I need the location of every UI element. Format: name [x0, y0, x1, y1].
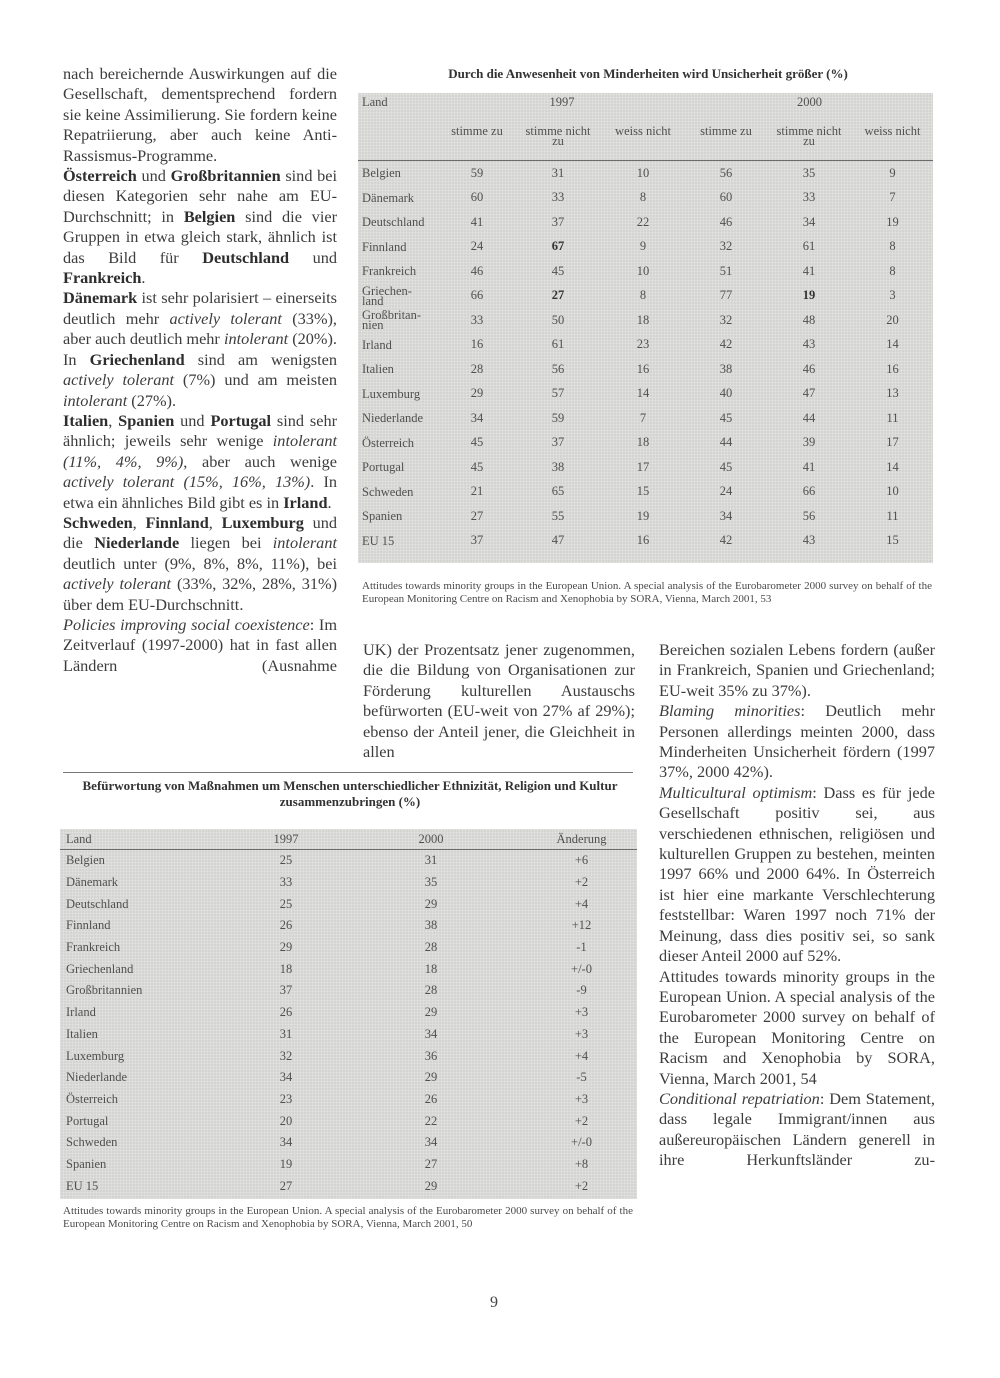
value-cell: 20 — [886, 312, 899, 327]
paragraph: Schweden, Finnland, Luxemburg und die Niederlande liegen bei intolerant deutlich unter (9%, 8%, 8%, 11%), bei actively tolerant (33%, 32%, 28%, 31%) über dem EU-Durchschnitt. — [63, 512, 338, 614]
paragraph: Italien, Spanien und Portugal sind sehr ähnlich; jeweils sehr wenige intolerant (11%, 4%, 9%), aber auch wenige actively tolerant (15%, 16%, 13%). In etwa ein ähnliches Bild gibt es in Irland. — [63, 410, 338, 512]
change-cell: +3 — [574, 1005, 589, 1020]
value-cell: 47 — [802, 386, 816, 401]
subheader: stimme nicht zu — [516, 117, 600, 161]
value-cell: 24 — [719, 484, 733, 499]
country-name: Spanien — [118, 410, 175, 430]
value-1997-cell: 18 — [279, 961, 293, 976]
value-1997-cell: 27 — [279, 1178, 293, 1193]
country-cell: Finnland — [66, 918, 111, 933]
paragraph: nach bereichernde Auswirkungen auf die Gesellschaft, dementsprechend fordern sie keine Assimilierung. Sie fordern keine Repatriierung, aber auch keine Anti-Rassismus-Programme. — [63, 64, 337, 165]
value-2000-cell: 28 — [424, 983, 438, 998]
table-row — [358, 235, 933, 260]
country-cell: Dänemark — [362, 190, 415, 205]
table2-support-measures-by-country — [60, 829, 637, 1199]
table1-subheader-row — [358, 117, 933, 161]
value-cell: 14 — [636, 386, 650, 401]
value-2000-cell: 34 — [424, 1135, 438, 1150]
value-cell: 13 — [886, 386, 899, 401]
country-cell: EU 15 — [66, 1178, 99, 1193]
change-cell: +4 — [574, 896, 589, 911]
value-2000-cell: 38 — [424, 918, 438, 933]
value-cell: 33 — [470, 312, 484, 327]
subheader: weiss nicht — [852, 117, 933, 161]
value-cell: 16 — [636, 361, 650, 376]
value-cell: 34 — [470, 410, 484, 425]
country-cell: Griechen- land — [362, 283, 412, 308]
table1-source-caption: Attitudes towards minority groups in the European Union. A special analysis of the Eurobarometer 2000 survey on behalf of the European Monitoring Centre on Racism and Xenophobia by SORA, Vienna, March 2001, 53 — [362, 580, 932, 605]
country-cell: EU 15 — [362, 533, 395, 548]
value-cell: 11 — [886, 508, 899, 523]
table1-header-row — [358, 93, 933, 117]
value-cell: 7 — [639, 410, 647, 425]
value-cell: 32 — [719, 312, 733, 327]
table-row — [358, 431, 933, 456]
table-row — [60, 1175, 637, 1197]
country-cell: Österreich — [66, 1091, 119, 1106]
change-cell: +2 — [574, 1113, 589, 1128]
country-name: Dänemark — [63, 288, 138, 308]
value-cell: 45 — [470, 435, 484, 450]
country-cell: Frankreich — [362, 264, 417, 279]
country-cell: Italien — [362, 362, 394, 377]
country-name: Schweden — [63, 512, 133, 532]
country-name: Finnland — [145, 512, 209, 532]
value-cell: 46 — [470, 263, 484, 278]
value-cell: 28 — [470, 361, 484, 376]
table-row — [60, 872, 637, 894]
table-row — [358, 529, 933, 554]
change-cell: +3 — [574, 1026, 589, 1041]
subheader: stimme nicht zu — [766, 117, 852, 161]
table-row — [60, 1110, 637, 1132]
value-1997-cell: 23 — [279, 1091, 293, 1106]
value-2000-cell: 29 — [424, 1005, 438, 1020]
value-cell: 51 — [719, 263, 733, 278]
table2-header-row — [60, 829, 637, 850]
value-cell: 7 — [889, 190, 896, 205]
value-2000-cell: 18 — [424, 961, 438, 976]
value-1997-cell: 19 — [279, 1156, 293, 1171]
value-1997-cell: 34 — [279, 1070, 293, 1085]
value-cell: 9 — [889, 165, 896, 180]
value-cell: 66 — [470, 288, 484, 303]
value-cell: 16 — [886, 361, 899, 376]
subheader: stimme zu — [686, 117, 766, 161]
value-1997-cell: 34 — [279, 1135, 293, 1150]
value-cell: 40 — [719, 386, 733, 401]
change-cell: +8 — [574, 1156, 589, 1171]
table-row — [60, 1002, 637, 1024]
value-cell: 55 — [551, 508, 565, 523]
table-row — [60, 1045, 637, 1067]
value-cell: 10 — [886, 484, 899, 499]
value-1997-cell: 26 — [279, 918, 293, 933]
value-cell: 44 — [719, 435, 733, 450]
value-1997-cell: 26 — [279, 1005, 293, 1020]
table-row — [358, 333, 933, 358]
value-cell: 14 — [886, 337, 899, 352]
value-1997-cell: 37 — [279, 983, 293, 998]
value-cell: 38 — [719, 361, 733, 376]
value-cell: 15 — [636, 484, 650, 499]
country-cell: Italien — [66, 1026, 98, 1041]
value-cell: 11 — [886, 410, 899, 425]
change-cell: +6 — [574, 853, 589, 868]
page-number: 9 — [490, 1294, 498, 1311]
country-name: Irland — [283, 492, 328, 512]
country-cell: Schweden — [66, 1135, 118, 1150]
country-cell: Luxemburg — [66, 1048, 125, 1063]
header-land: Land — [362, 95, 388, 109]
country-name: Luxemburg — [221, 512, 304, 532]
value-cell: 17 — [636, 459, 650, 474]
paragraph: Bereichen sozialen Lebens fordern (außer in Frankreich, Spanien und Griechenland; EU-weit 35% zu 37%). — [659, 640, 935, 700]
value-cell: 37 — [470, 533, 484, 548]
paragraph: Conditional repatriation: Dem Statement, dass legale Immigrant/innen aus außereuropäischen Ländern generell in ihre Herkunftsländer zu- — [659, 1088, 935, 1170]
paragraph: Österreich und Großbritannien sind bei diesen Kategorien sehr nahe am EU-Durchschnitt; in Belgien sind die vier Gruppen in etwa gleich stark, ähnlich ist das Bild für Deutschland und Frankreich. — [63, 166, 337, 288]
value-cell: 48 — [802, 312, 816, 327]
value-cell: 46 — [719, 214, 733, 229]
value-cell: 17 — [886, 435, 899, 450]
value-cell: 35 — [802, 165, 816, 180]
table-row — [60, 1067, 637, 1089]
country-cell: Belgien — [66, 853, 105, 868]
value-2000-cell: 27 — [424, 1156, 438, 1171]
value-cell: 57 — [551, 386, 565, 401]
country-cell: Großbritan- nien — [362, 308, 422, 333]
value-cell: 34 — [802, 214, 816, 229]
value-2000-cell: 34 — [424, 1026, 438, 1041]
value-cell: 77 — [719, 288, 733, 303]
paragraph: Multicultural optimism: Dass es für jede Gesellschaft positiv sei, aus verschiedenen ethnischen, religiösen und kulturellen Gruppen zu bestehen, meinten 1997 66% und 2000 64%. In Österreich ist hier eine markante Verschlechterung feststellbar: Waren 1997 noch 71% der Meinung, dass dies positiv sei, so sank dieser Anteil 2000 auf 52%. — [659, 782, 936, 966]
value-cell: 45 — [551, 263, 565, 278]
value-1997-cell: 31 — [279, 1026, 293, 1041]
country-name: Frankreich — [63, 268, 142, 288]
value-cell: 19 — [886, 214, 899, 229]
table-row — [60, 915, 637, 937]
change-cell: +2 — [574, 875, 589, 890]
value-2000-cell: 35 — [424, 875, 438, 890]
value-cell: 43 — [802, 533, 816, 548]
value-cell: 41 — [470, 214, 484, 229]
middle-text-column — [363, 640, 635, 762]
country-cell: Schweden — [362, 484, 414, 499]
table-row — [60, 1154, 637, 1176]
country-cell: Belgien — [362, 166, 401, 181]
value-cell: 31 — [551, 165, 565, 180]
value-cell: 45 — [719, 459, 733, 474]
value-cell: 37 — [551, 435, 565, 450]
value-cell: 10 — [636, 263, 650, 278]
change-cell: -5 — [576, 1070, 587, 1085]
value-cell: 43 — [802, 337, 816, 352]
value-cell: 33 — [802, 190, 816, 205]
value-1997-cell: 32 — [279, 1048, 293, 1063]
value-cell: 8 — [639, 190, 647, 205]
value-cell: 34 — [719, 508, 733, 523]
value-cell: 32 — [719, 239, 733, 254]
value-cell: 8 — [639, 288, 647, 303]
value-2000-cell: 31 — [424, 853, 438, 868]
value-cell: 41 — [802, 263, 816, 278]
country-cell: Finnland — [362, 239, 407, 254]
value-cell: 22 — [636, 214, 650, 229]
value-cell: 45 — [719, 410, 733, 425]
table-row — [60, 1024, 637, 1046]
change-cell: +/-0 — [571, 1135, 592, 1150]
paragraph: In Griechenland sind am wenigsten actively tolerant (7%) und am meisten intolerant (27%). — [63, 349, 338, 410]
value-cell: 18 — [636, 312, 650, 327]
country-cell: Irland — [66, 1005, 96, 1020]
table2-source-caption: Attitudes towards minority groups in the European Union. A special analysis of the Eurobarometer 2000 survey on behalf of the European Monitoring Centre on Racism and Xenophobia by SORA, Vienna, March 2001, 50 — [63, 1205, 633, 1230]
value-cell: 44 — [802, 410, 816, 425]
header-land: Land — [60, 829, 236, 850]
value-cell: 56 — [802, 508, 816, 523]
value-cell: 61 — [802, 239, 816, 254]
value-cell: 8 — [889, 239, 896, 254]
value-cell: 9 — [639, 239, 647, 254]
value-cell: 38 — [551, 459, 565, 474]
country-cell: Spanien — [362, 509, 403, 524]
value-cell: 27 — [470, 508, 484, 523]
value-cell: 18 — [636, 435, 650, 450]
table-row — [358, 455, 933, 480]
change-cell: +12 — [571, 918, 592, 933]
country-cell: Spanien — [66, 1156, 107, 1171]
subheader: weiss nicht — [600, 117, 686, 161]
header-change: Änderung — [526, 829, 637, 850]
value-cell: 41 — [802, 459, 816, 474]
value-cell: 42 — [719, 533, 733, 548]
country-cell: Dänemark — [66, 875, 119, 890]
header-year-1997: 1997 — [549, 95, 575, 109]
value-cell: 46 — [802, 361, 816, 376]
country-name: Italien — [63, 410, 109, 430]
table-row — [60, 980, 637, 1002]
value-cell: 61 — [551, 337, 565, 352]
country-cell: Deutschland — [66, 896, 129, 911]
table-row — [358, 186, 933, 211]
value-cell: 65 — [551, 484, 565, 499]
header-1997: 1997 — [236, 829, 336, 850]
table-row — [60, 1089, 637, 1111]
section-divider — [63, 772, 633, 773]
value-cell: 39 — [802, 435, 816, 450]
value-1997-cell: 20 — [279, 1113, 293, 1128]
value-cell: 59 — [551, 410, 565, 425]
paragraph: Dänemark ist sehr polarisiert – einerseits deutlich mehr actively tolerant (33%), aber auch deutlich mehr intolerant (20%). — [63, 288, 337, 349]
country-cell: Luxemburg — [362, 386, 421, 401]
change-cell: +4 — [574, 1048, 589, 1063]
value-cell: 29 — [470, 386, 484, 401]
value-2000-cell: 29 — [424, 1178, 438, 1193]
paragraph: UK) der Prozentsatz jener zugenommen, die die Bildung von Organisationen zur Förderung kulturellen Austauschs befürworten (EU-weit von 27% af 29%); ebenso der Anteil jener, die Gleichheit in allen — [363, 640, 635, 762]
value-cell: 66 — [802, 484, 816, 499]
table-row — [358, 284, 933, 309]
table-row — [358, 504, 933, 529]
value-2000-cell: 22 — [424, 1113, 438, 1128]
table-row — [60, 893, 637, 915]
country-cell: Frankreich — [66, 940, 121, 955]
table2-title: Befürwortung von Maßnahmen um Menschen unterschiedlicher Ethnizität, Religion und Kultur zusammenzubringen (%) — [82, 778, 618, 809]
value-cell: 60 — [719, 190, 733, 205]
table-row — [358, 259, 933, 284]
table-row — [358, 406, 933, 431]
country-cell: Österreich — [362, 435, 415, 450]
value-cell: 19 — [636, 508, 650, 523]
table1-insecurity-by-country — [358, 93, 933, 563]
value-cell: 60 — [470, 190, 484, 205]
paragraph: Policies improving social coexistence: Im Zeitverlauf (1997-2000) hat in fast allen Ländern (Ausnahme — [63, 614, 337, 675]
table-row — [60, 958, 637, 980]
value-1997-cell: 29 — [279, 940, 293, 955]
change-cell: +3 — [574, 1091, 589, 1106]
table1-title: Durch die Anwesenheit von Minderheiten wird Unsicherheit größer (%) — [448, 66, 848, 81]
country-name: Portugal — [210, 410, 272, 430]
change-cell: -1 — [576, 940, 587, 955]
value-cell: 14 — [886, 459, 899, 474]
value-cell: 42 — [719, 337, 733, 352]
right-text-column — [659, 640, 935, 1171]
country-cell: Niederlande — [66, 1070, 128, 1085]
country-name: Griechenland — [89, 349, 185, 369]
value-cell: 27 — [551, 288, 565, 303]
value-cell: 37 — [551, 214, 565, 229]
country-cell: Portugal — [362, 460, 405, 475]
value-cell: 33 — [551, 190, 565, 205]
value-2000-cell: 29 — [424, 896, 438, 911]
paragraph: Blaming minorities: Deutlich mehr Personen allerdings meinten 2000, dass Minderheiten Unsicherheit fördern (1997 37%, 2000 42%). — [659, 701, 935, 782]
value-cell: 24 — [470, 239, 484, 254]
change-cell: +/-0 — [571, 961, 592, 976]
header-2000: 2000 — [336, 829, 526, 850]
value-2000-cell: 28 — [424, 940, 438, 955]
country-cell: Niederlande — [362, 411, 424, 426]
country-cell: Portugal — [66, 1113, 109, 1128]
value-cell: 56 — [719, 165, 733, 180]
subheader: stimme zu — [438, 117, 516, 161]
source-note: Attitudes towards minority groups in the European Union. A special analysis of the Eurobarometer 2000 survey on behalf of the European Monitoring Centre on Racism and Xenophobia by SORA, Vienna, March 2001, 54 — [659, 966, 935, 1088]
value-cell: 56 — [551, 361, 565, 376]
value-1997-cell: 33 — [279, 875, 293, 890]
country-name: Deutschland — [202, 247, 290, 267]
table-row — [358, 210, 933, 235]
country-cell: Deutschland — [362, 215, 425, 230]
table-row — [358, 480, 933, 505]
country-cell: Großbritannien — [66, 983, 143, 998]
table-row — [60, 937, 637, 959]
country-name: Belgien — [183, 206, 236, 226]
value-2000-cell: 29 — [424, 1070, 438, 1085]
header-year-2000: 2000 — [797, 95, 822, 109]
value-cell: 50 — [551, 312, 565, 327]
value-cell: 3 — [889, 288, 896, 303]
change-cell: +2 — [574, 1178, 589, 1193]
value-cell: 16 — [470, 337, 484, 352]
value-cell: 15 — [886, 533, 899, 548]
value-cell: 45 — [470, 459, 484, 474]
value-1997-cell: 25 — [279, 853, 293, 868]
country-name: Österreich — [63, 166, 137, 186]
table-row — [358, 161, 933, 186]
table-row — [358, 382, 933, 407]
value-cell: 8 — [889, 263, 896, 278]
country-cell: Griechenland — [66, 961, 134, 976]
table-row — [358, 357, 933, 382]
table-row — [60, 1132, 637, 1154]
country-name: Großbritannien — [170, 166, 281, 186]
value-cell: 10 — [636, 165, 650, 180]
value-cell: 59 — [470, 165, 484, 180]
value-cell: 19 — [802, 288, 816, 303]
change-cell: -9 — [576, 983, 587, 998]
table-row — [60, 850, 637, 872]
value-cell: 23 — [636, 337, 650, 352]
value-cell: 47 — [551, 533, 565, 548]
value-cell: 67 — [551, 239, 565, 254]
left-text-column — [63, 64, 337, 676]
country-cell: Irland — [362, 337, 392, 352]
country-name: Niederlande — [94, 533, 180, 553]
value-cell: 21 — [470, 484, 484, 499]
value-cell: 16 — [636, 533, 650, 548]
value-2000-cell: 36 — [424, 1048, 438, 1063]
table-row — [358, 308, 933, 333]
value-1997-cell: 25 — [279, 896, 293, 911]
value-2000-cell: 26 — [424, 1091, 438, 1106]
